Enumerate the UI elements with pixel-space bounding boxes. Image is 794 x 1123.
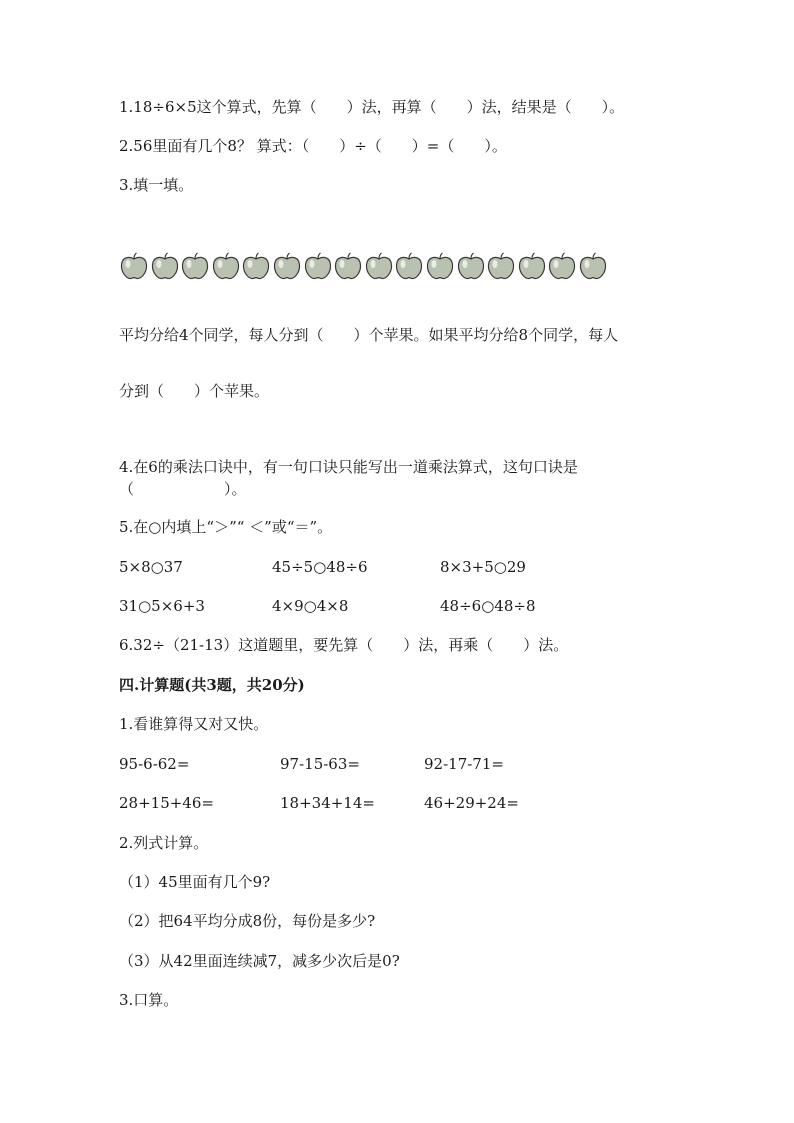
apple-icon [303, 251, 333, 281]
s4-q1-title: 1.看谁算得又对又快。 [119, 715, 269, 733]
s4-q1-cell: 18+34+14= [280, 794, 375, 812]
apple-icon [180, 251, 210, 281]
q5-cell: 45÷5○48÷6 [272, 558, 368, 576]
s4-q2-item: （2）把64平均分成8份，每份是多少? [119, 912, 376, 930]
q6-text: 6.32÷（21-13）这道题里，要先算（ ）法，再乘（ ）法。 [119, 636, 569, 654]
apple-icon [486, 251, 516, 281]
apple-icon [517, 251, 547, 281]
q4-text-line2: （ ）。 [119, 480, 247, 498]
q3-text-line1: 平均分给4个同学，每人分到（ ）个苹果。如果平均分给8个同学，每人 [119, 326, 619, 344]
s4-q1-cell: 95-6-62= [119, 755, 190, 773]
s4-q2-item: （1）45里面有几个9? [119, 873, 271, 891]
q4-text-line1: 4.在6的乘法口诀中，有一句口诀只能写出一道乘法算式，这句口诀是 [119, 458, 578, 476]
apple-icon [119, 251, 149, 281]
q5-cell: 5×8○37 [119, 558, 183, 576]
apple-icon [241, 251, 271, 281]
q5-title: 5.在○内填上“＞”“ ＜”或“＝”。 [119, 518, 333, 536]
s4-q2-title: 2.列式计算。 [119, 834, 209, 852]
s4-q1-cell: 46+29+24= [424, 794, 519, 812]
apple-icon [394, 251, 424, 281]
s4-q1-cell: 92-17-71= [424, 755, 504, 773]
apple-icon [456, 251, 486, 281]
apple-icon [364, 251, 394, 281]
apple-icon [211, 251, 241, 281]
apple-icon [272, 251, 302, 281]
s4-q3-title: 3.口算。 [119, 991, 179, 1009]
s4-q1-cell: 97-15-63= [280, 755, 360, 773]
apple-icon [547, 251, 577, 281]
apple-icon [578, 251, 608, 281]
q1-text: 1.18÷6×5这个算式，先算（ ）法，再算（ ）法，结果是（ ）。 [119, 98, 625, 116]
q5-cell: 31○5×6+3 [119, 597, 205, 615]
section4-title: 四.计算题(共3题，共20分) [119, 676, 305, 694]
q5-cell: 48÷6○48÷8 [440, 597, 536, 615]
apple-icon [333, 251, 363, 281]
q5-cell: 8×3+5○29 [440, 558, 526, 576]
apple-icon [425, 251, 455, 281]
q3-title: 3.填一填。 [119, 176, 194, 194]
q3-text-line2: 分到（ ）个苹果。 [119, 382, 270, 400]
q5-cell: 4×9○4×8 [272, 597, 349, 615]
apple-icon [150, 251, 180, 281]
s4-q2-item: （3）从42里面连续减7，减多少次后是0? [119, 952, 400, 970]
s4-q1-cell: 28+15+46= [119, 794, 214, 812]
apple-row [119, 251, 609, 283]
q2-text: 2.56里面有几个8？ 算式：（ ）÷（ ）=（ ）。 [119, 137, 507, 155]
